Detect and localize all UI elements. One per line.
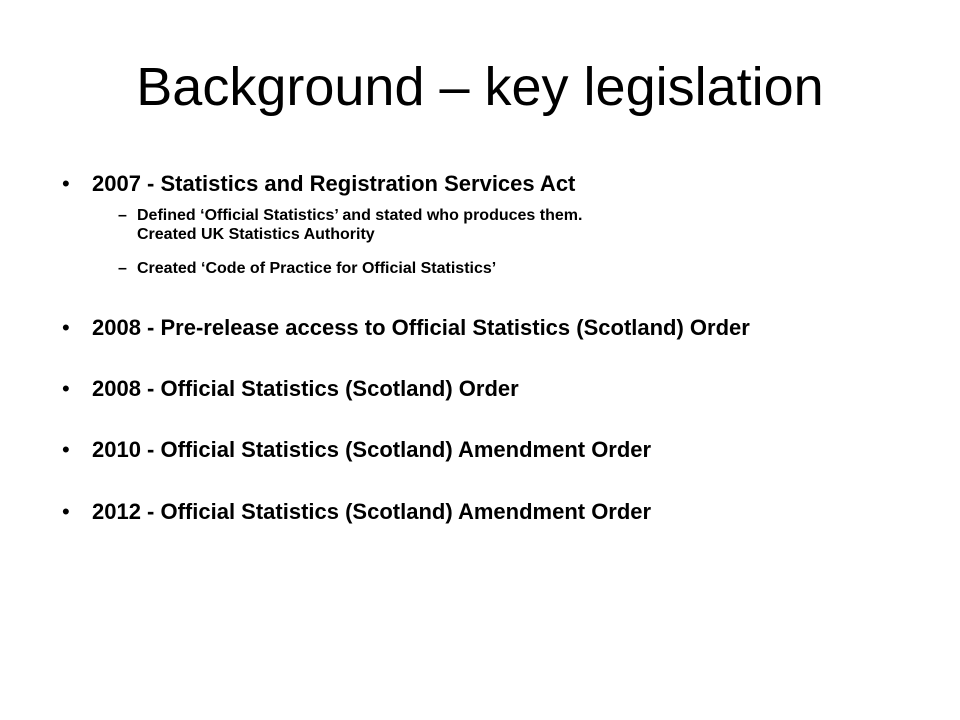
bullet-marker: • [62, 499, 70, 524]
sub-bullet-line: Created UK Statistics Authority [137, 225, 375, 243]
bullet-marker: • [62, 315, 70, 340]
bullet-text: 2012 - Official Statistics (Scotland) Amendment Order [92, 499, 652, 524]
bullet-text: 2008 - Pre-release access to Official Statistics (Scotland) Order [92, 315, 750, 340]
bullet-marker: • [62, 171, 70, 196]
bullet-marker: • [62, 376, 70, 401]
bullet-text: 2008 - Official Statistics (Scotland) Order [92, 376, 519, 401]
bullet-text: 2010 - Official Statistics (Scotland) Amendment Order [92, 437, 652, 462]
slide-title: Background – key legislation [136, 57, 824, 117]
sub-bullet-text [137, 207, 582, 245]
sub-bullet-marker: – [118, 207, 127, 224]
bullet-text: 2007 - Statistics and Registration Services Act [92, 171, 576, 196]
bullet-marker: • [62, 437, 70, 462]
sub-bullet-line: Defined ‘Official Statistics’ and stated who produces them. [137, 207, 583, 224]
sub-bullet-text [137, 260, 496, 279]
sub-bullet-line: Created ‘Code of Practice for Official Statistics’ [137, 260, 497, 277]
sub-bullet-marker: – [118, 260, 127, 277]
